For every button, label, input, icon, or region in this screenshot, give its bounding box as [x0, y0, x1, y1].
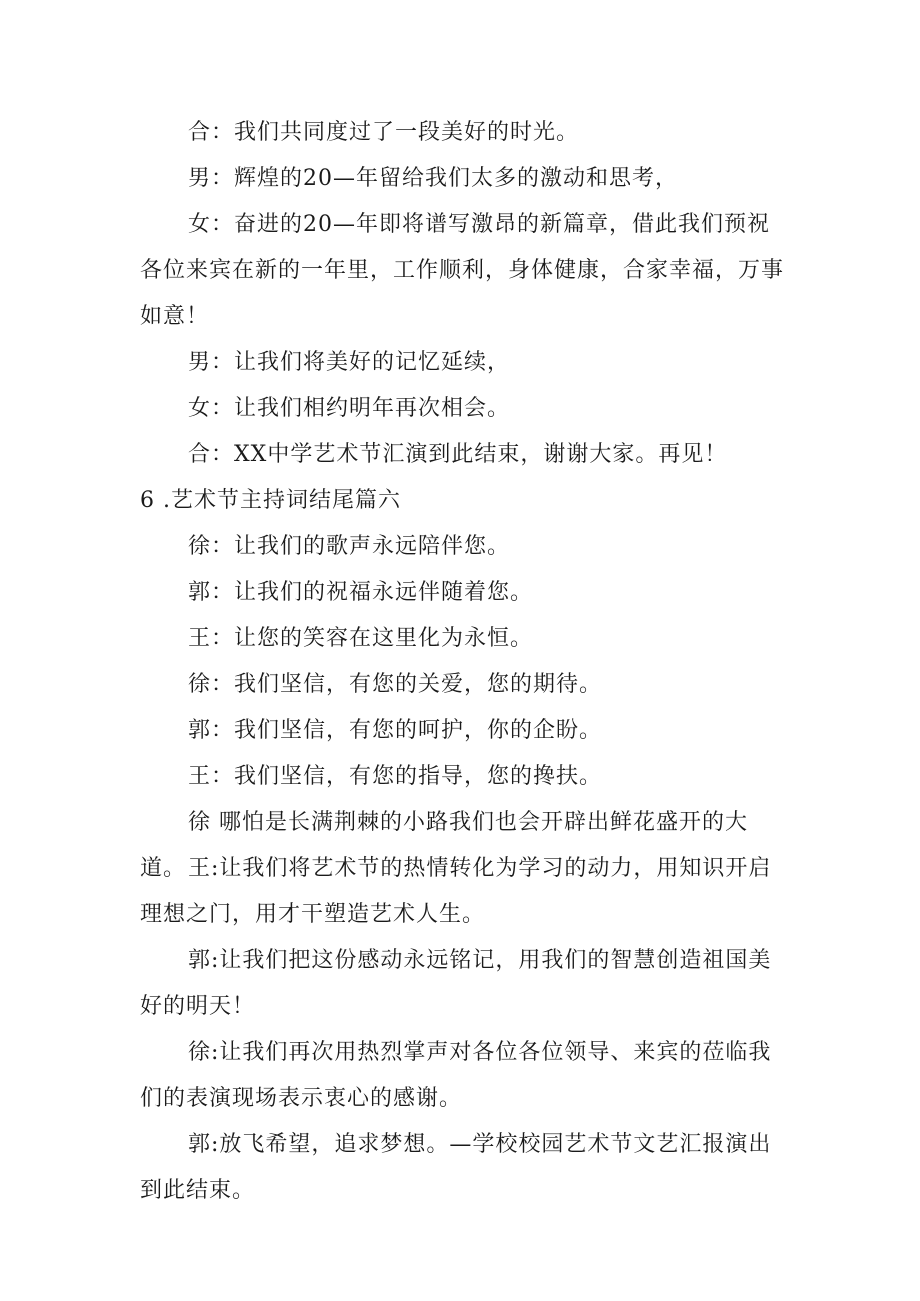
paragraph: 男：辉煌的20—年留给我们太多的激动和思考， — [188, 166, 678, 191]
paragraph: 郭：让我们的祝福永远伴随着您。 — [188, 580, 534, 605]
paragraph: 男：让我们将美好的记忆延续， — [188, 350, 511, 375]
paragraph: 女：奋进的20—年即将谱写激昂的新篇章，借此我们预祝各位来宾在新的一年里，工作顺利，身体健康，合家幸福，万事如意！ — [140, 212, 785, 329]
section-heading: 6 .艺术节主持词结尾篇六 — [140, 488, 401, 513]
paragraph: 徐：让我们的歌声永远陪伴您。 — [188, 534, 511, 559]
paragraph: 郭:放飞希望，追求梦想。—学校校园艺术节文艺汇报演出到此结束。 — [140, 1132, 772, 1203]
paragraph: 王：让您的笑容在这里化为永恒。 — [188, 626, 534, 651]
paragraph: 女：让我们相约明年再次相会。 — [188, 396, 511, 421]
paragraph: 王：我们坚信，有您的指导，您的搀扶。 — [188, 764, 603, 789]
paragraph: 徐:让我们再次用热烈掌声对各位各位领导、来宾的莅临我们的表演现场表示衷心的感谢。 — [140, 1040, 772, 1111]
paragraph: 徐 哪怕是长满荆棘的小路我们也会开辟出鲜花盛开的大道。 — [140, 810, 748, 881]
paragraph: 郭：我们坚信，有您的呵护，你的企盼。 — [188, 718, 603, 743]
paragraph: 合：我们共同度过了一段美好的时光。 — [188, 120, 580, 145]
paragraph: 合：XX中学艺术节汇演到此结束，谢谢大家。再见！ — [188, 442, 728, 467]
paragraph: 徐：我们坚信，有您的关爱，您的期待。 — [188, 672, 603, 697]
paragraph: 王:让我们将艺术节的热情转化为学习的动力，用知识开启理想之门，用才干塑造艺术人生。 — [140, 856, 772, 927]
paragraph: 郭:让我们把这份感动永远铭记，用我们的智慧创造祖国美好的明天！ — [140, 948, 772, 1019]
